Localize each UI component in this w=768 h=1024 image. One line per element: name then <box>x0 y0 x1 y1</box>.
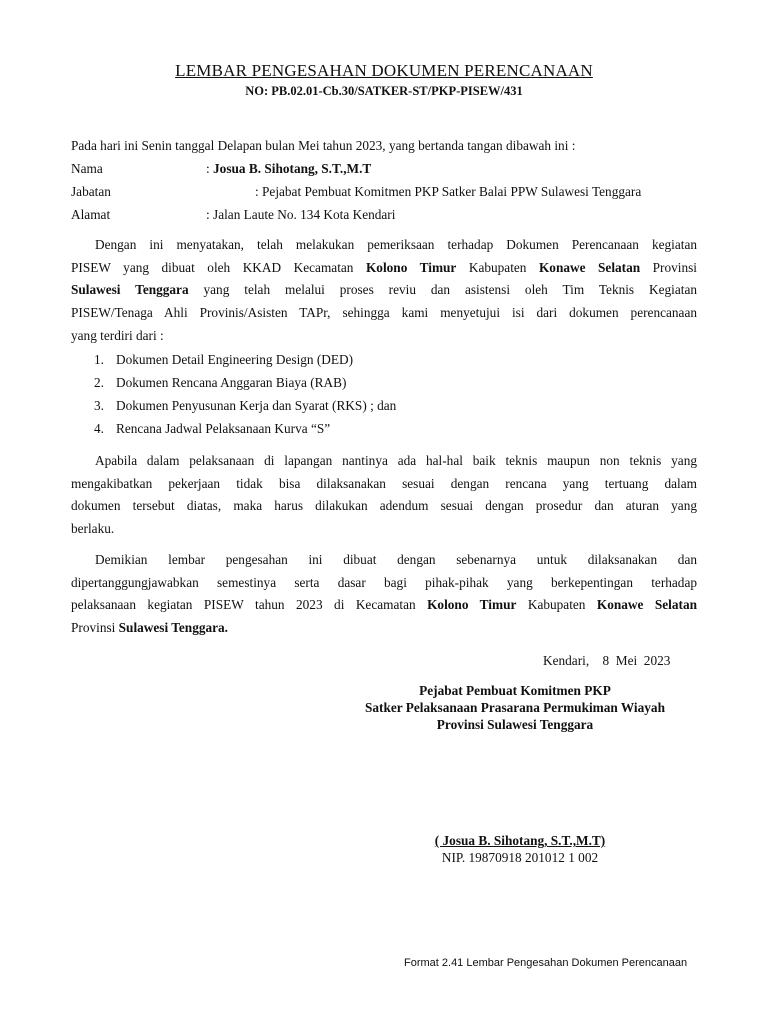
list-item-text: Dokumen Detail Engineering Design (DED) <box>116 352 354 367</box>
field-value-nama-name: Josua B. Sihotang, S.T.,M.T <box>213 161 372 176</box>
list-item-number: 4. <box>94 421 104 436</box>
field-label-jabatan: Jabatan <box>71 184 111 199</box>
kabupaten-name: Konawe Selatan <box>596 597 697 613</box>
signatory-nip: NIP. 19870918 201012 1 002 <box>441 850 599 865</box>
list-item <box>94 371 396 394</box>
para3-line4 <box>71 617 697 640</box>
kecamatan-name: Kolono Timur <box>427 597 517 613</box>
signatory-position <box>330 682 700 733</box>
para1-line2-c: Kabupaten <box>456 259 539 275</box>
para1-line4: PISEW/Tenaga Ahli Provinis/Asisten TAPr, sehingga kami menyetujui isi dari dokumen perencanaan <box>71 305 697 321</box>
provinsi-name: Sulawesi Tenggara. <box>118 620 229 636</box>
document-number: NO: PB.02.01-Cb.30/SATKER-ST/PKP-PISEW/431 <box>245 84 523 98</box>
para2-line4: berlaku. <box>71 521 115 537</box>
format-footer: Format 2.41 Lembar Pengesahan Dokumen Perencanaan <box>404 957 688 969</box>
para3-line3-a: pelaksanaan kegiatan PISEW tahun 2023 di Kecamatan <box>71 597 428 613</box>
para3-line3-c: Kabupaten <box>516 597 597 613</box>
para1-line2 <box>71 257 697 280</box>
signatory-name: ( Josua B. Sihotang, S.T.,M.T) <box>434 833 606 848</box>
field-value-nama <box>206 161 371 177</box>
list-item <box>94 417 396 440</box>
field-label-alamat: Alamat <box>71 207 111 222</box>
list-item-number: 1. <box>94 352 104 367</box>
kabupaten-name: Konawe Selatan <box>538 259 641 275</box>
kecamatan-name: Kolono Timur <box>365 259 457 275</box>
list-item-number: 2. <box>94 375 104 390</box>
intro-text: Pada hari ini Senin tanggal Delapan bulan Mei tahun 2023, yang bertanda tangan dibawah ini : <box>71 138 576 153</box>
para1-line3-b: yang telah melalui proses reviu dan asistensi oleh Tim Teknis Kegiatan <box>188 282 697 298</box>
para1-line2-a: PISEW yang dibuat oleh KKAD Kecamatan <box>71 259 366 275</box>
para1-line3 <box>71 279 697 302</box>
para1-line1: Dengan ini menyatakan, telah melakukan pemeriksaan terhadap Dokumen Perencanaan kegiatan <box>95 237 697 252</box>
para2-line1: Apabila dalam pelaksanaan di lapangan nantinya ada hal-hal baik teknis maupun non teknis yang <box>95 453 697 468</box>
list-item-text: Dokumen Rencana Anggaran Biaya (RAB) <box>116 375 347 390</box>
signatory-position-line2: Satker Pelaksanaan Prasarana Permukiman Wiayah <box>365 700 665 715</box>
field-value-jabatan: : Pejabat Pembuat Komitmen PKP Satker Balai PPW Sulawesi Tenggara <box>255 184 642 199</box>
para3-line2: dipertanggungjawabkan semestinya serta dasar bagi pihak-pihak yang berkepentingan terhadap <box>71 574 697 590</box>
paragraph-closing <box>71 549 697 640</box>
list-item-text: Rencana Jadwal Pelaksanaan Kurva “S” <box>116 421 331 436</box>
signatory-position-line3: Provinsi Sulawesi Tenggara <box>436 717 594 732</box>
field-value-nama-prefix: : <box>206 161 214 176</box>
paragraph-statement <box>71 234 697 347</box>
para2-line2: mengakibatkan pekerjaan tidak bisa dilaksanakan sesuai dengan rencana yang tertuang dalam <box>71 475 697 491</box>
para1-line5: yang terdiri dari : <box>71 327 164 343</box>
para1-line2-e: Provinsi <box>640 259 697 275</box>
list-item <box>94 348 396 371</box>
provinsi-name: Sulawesi Tenggara <box>71 282 189 298</box>
para3-line4-a: Provinsi <box>71 620 119 636</box>
list-item-text: Dokumen Penyusunan Kerja dan Syarat (RKS) ; dan <box>116 398 397 413</box>
para2-line3: dokumen tersebut diatas, maka harus dilakukan adendum sesuai dengan prosedur dan aturan yang <box>71 498 697 514</box>
para3-line3 <box>71 594 697 617</box>
place-date: Kendari, 8 Mei 2023 <box>543 653 671 668</box>
list-item-number: 3. <box>94 398 104 413</box>
paragraph-implementation <box>71 450 697 541</box>
signatory-position-line1: Pejabat Pembuat Komitmen PKP <box>419 683 611 698</box>
field-label-nama: Nama <box>71 161 103 176</box>
para3-line1: Demikian lembar pengesahan ini dibuat dengan sebenarnya untuk dilaksanakan dan <box>95 552 697 567</box>
document-list <box>94 348 396 440</box>
document-title: LEMBAR PENGESAHAN DOKUMEN PERENCANAAN <box>175 61 593 80</box>
field-value-alamat: : Jalan Laute No. 134 Kota Kendari <box>206 207 396 222</box>
list-item <box>94 394 396 417</box>
